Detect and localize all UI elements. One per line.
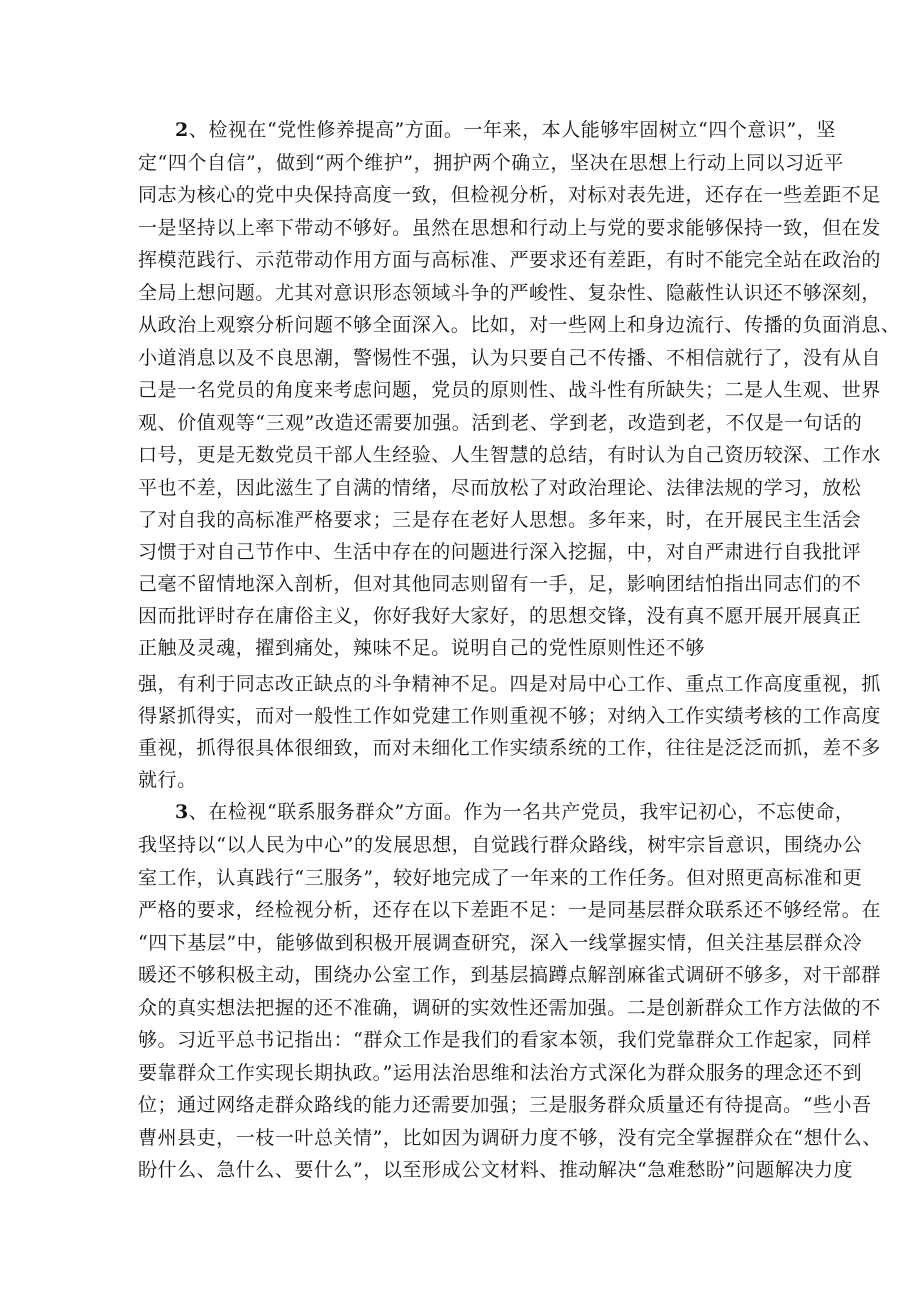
paragraph-line: 严格的要求，经检视分析，还存在以下差距不足：一是同基层群众联系还不够经常。在 (138, 899, 881, 921)
paragraph-line: 暖还不够积极主动，围绕办公室工作，到基层搞蹲点解剖麻雀式调研不够多，对干部群 (138, 964, 881, 986)
paragraph-line: 己是一名党员的角度来考虑问题，党员的原则性、战斗性有所缺失；二是人生观、世界 (138, 379, 881, 401)
paragraph-line: 重视，抓得很具体很细致，而对未细化工作实绩系统的工作，往往是泛泛而抓，差不多 (138, 737, 881, 759)
paragraph-line: 因而批评时存在庸俗主义，你好我好大家好，的思想交锋，没有真不愿开展开展真正 (138, 605, 862, 627)
paragraph-line: 从政治上观察分析问题不够全面深入。比如，对一些网上和身边流行、传播的负面消息、 (138, 314, 901, 336)
paragraph-line: 曹州县吏，一枝一叶总关情”，比如因为调研力度不够，没有完全掌握群众在“想什么、 (138, 1127, 882, 1149)
paragraph-line: 我坚持以“以人民为中心”的发展思想，自觉践行群众路线，树牢宗旨意识，围绕办公 (138, 834, 863, 856)
paragraph-line: 定“四个自信”，做到“两个维护”，拥护两个确立，坚决在思想上行动上同以习近平 (138, 152, 844, 174)
paragraph-line: 够。习近平总书记指出：“群众工作是我们的看家本领，我们党靠群众工作起家，同样 (138, 1029, 872, 1051)
paragraph-line: 了对自我的高标准严格要求；三是存在老好人思想。多年来，时，在开展民主生活会 (138, 509, 862, 531)
paragraph-line: 挥模范践行、示范带动作用方面与高标准、严要求还有差距，有时不能完全站在政治的 (138, 249, 881, 271)
paragraph-line: 习惯于对自己节作中、生活中存在的问题进行深入挖掘，中，对自严肃进行自我批评 (138, 541, 862, 563)
paragraph-line: 2、检视在“党性修养提高”方面。一年来，本人能够牢固树立“四个意识”，坚 (175, 119, 836, 141)
paragraph-line: “四下基层”中，能够做到积极开展调查研究，深入一线掌握实情，但关注基层群众冷 (138, 932, 863, 954)
paragraph-line: 就行。 (138, 769, 197, 791)
paragraph-line: 得紧抓得实，而对一般性工作如党建工作则重视不够；对纳入工作实绩考核的工作高度 (138, 705, 881, 727)
paragraph-line: 位；通过网络走群众路线的能力还需要加强；三是服务群众质量还有待提高。“些小吾 (138, 1094, 872, 1116)
paragraph-line: 小道消息以及不良思潮，警惕性不强，认为只要自己不传播、不相信就行了，没有从自 (138, 347, 881, 369)
paragraph-line: 强，有利于同志改正缺点的斗争精神不足。四是对局中心工作、重点工作高度重视，抓 (138, 673, 881, 695)
paragraph-line: 全局上想问题。尤其对意识形态领域斗争的严峻性、复杂性、隐蔽性认识还不够深刻， (138, 282, 881, 304)
paragraph-line: 观、价值观等“三观”改造还需要加强。活到老、学到老，改造到老，不仅是一句话的 (138, 412, 863, 434)
paragraph-line: 正触及灵魂，擢到痛处，辣味不足。说明自己的党性原则性还不够 (138, 637, 705, 659)
paragraph-line: 众的真实想法把握的还不准确，调研的实效性还需加强。二是创新群众工作方法做的不 (138, 997, 881, 1019)
section-number: 2 (175, 119, 189, 141)
section-number: 3 (175, 801, 189, 823)
paragraph-line: 同志为核心的党中央保持高度一致，但检视分析，对标对表先进，还存在一些差距不足 (138, 184, 881, 206)
paragraph-line: 己毫不留情地深入剖析，但对其他同志则留有一手，足，影响团结怕指出同志们的不 (138, 573, 862, 595)
paragraph-line: 盼什么、急什么、要什么”，以至形成公文材料、推动解决“急难愁盼”问题解决力度 (138, 1159, 854, 1181)
paragraph-line: 3、在检视“联系服务群众”方面。作为一名共产党员，我牢记初心，不忘使命， (175, 801, 855, 823)
paragraph-line: 一是坚持以上率下带动不够好。虽然在思想和行动上与党的要求能够保持一致，但在发 (138, 217, 881, 239)
paragraph-line: 口号，更是无数党员干部人生经验、人生智慧的总结，有时认为自己资历较深、工作水 (138, 444, 881, 466)
paragraph-line: 平也不差，因此滋生了自满的情绪，尽而放松了对政治理论、法律法规的学习，放松 (138, 477, 862, 499)
paragraph-line: 室工作，认真践行“三服务”，较好地完成了一年来的工作任务。但对照更高标准和更 (138, 867, 863, 889)
paragraph-line: 要靠群众工作实现长期执政。”运用法治思维和法治方式深化为群众服务的理念还不到 (138, 1062, 863, 1084)
